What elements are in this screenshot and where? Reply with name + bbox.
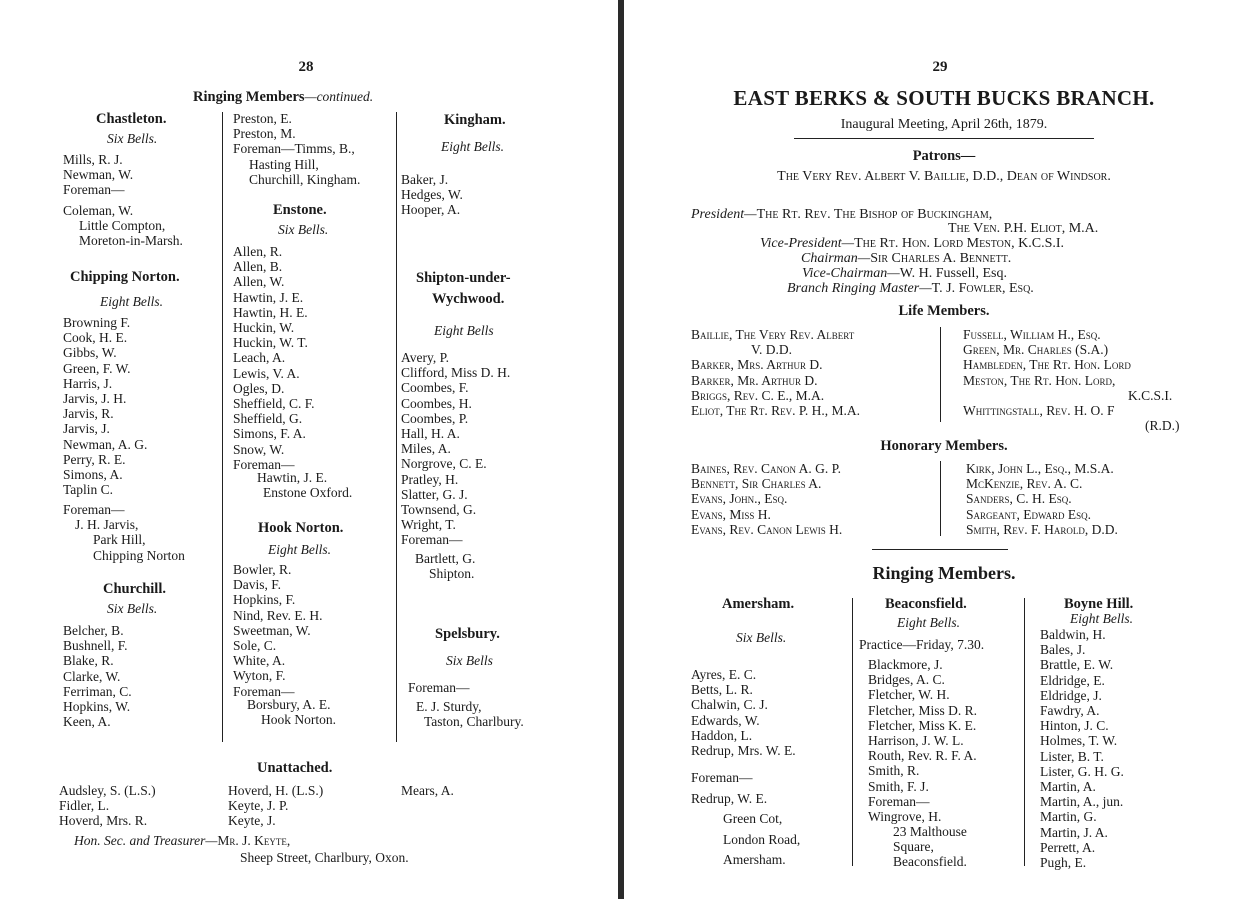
list-entry: Baker, J.	[401, 172, 449, 187]
list-entry: Evans, Rev. Canon Lewis H.	[691, 521, 843, 537]
left-page-number: 28	[298, 59, 314, 75]
bells-chastleton: Six Bells.	[107, 131, 158, 146]
bells-hook-norton: Eight Bells.	[268, 542, 331, 557]
list-entry: Meston, The Rt. Hon. Lord,	[963, 372, 1116, 388]
list-entry: Bales, J.	[1040, 642, 1086, 658]
list-entry: Browning F.	[63, 315, 131, 330]
list-entry: Foreman—Timms, B.,	[233, 141, 355, 157]
list-entry: Foreman—	[868, 793, 930, 809]
list-entry: Coleman, W.	[63, 203, 134, 218]
list-entry: McKenzie, Rev. A. C.	[966, 476, 1083, 492]
list-entry: Evans, Miss H.	[691, 506, 771, 522]
list-entry: Shipton.	[429, 566, 475, 582]
list-entry: Eldridge, J.	[1040, 687, 1102, 703]
list-entry: Bennett, Sir Charles A.	[691, 476, 822, 492]
list-entry: Newman, A. G.	[63, 436, 148, 452]
ringing-master-line	[787, 281, 1034, 297]
list-entry: Avery, P.	[401, 350, 449, 365]
list-entry: Sole, C.	[233, 638, 277, 654]
title-main: Ringing Members	[193, 89, 305, 105]
list-entry: Coombes, F.	[401, 380, 469, 396]
list-entry: Ayres, E. C.	[691, 667, 757, 682]
list-entry: Allen, R.	[233, 244, 283, 259]
heading-boyne-hill: Boyne Hill.	[1064, 596, 1134, 612]
list-entry: 23 Malthouse	[893, 824, 967, 839]
foreman-label-spelsbury: Foreman—	[408, 680, 470, 695]
list-entry: V. D.D.	[751, 342, 793, 358]
vice-chairman-name: W. H. Fussell, Esq.	[899, 266, 1007, 281]
life-members-divider	[940, 327, 941, 422]
list-entry: Moreton-in-Marsh.	[79, 233, 183, 249]
list-entry: Briggs, Rev. C. E., M.A.	[691, 387, 825, 403]
column-divider-2	[396, 112, 397, 742]
list-entry: Jarvis, J.	[63, 421, 110, 437]
members-chipping-norton	[63, 315, 147, 497]
vice-president-name: The Rt. Hon. Lord Meston, K.C.S.I.	[854, 236, 1065, 251]
list-entry: Lewis, V. A.	[233, 365, 300, 381]
list-entry: Borsbury, A. E.	[247, 697, 331, 712]
chairman-label: Chairman—	[801, 251, 871, 266]
unattached-col3	[401, 783, 454, 798]
heading-amersham: Amersham.	[722, 596, 795, 612]
list-entry: Preston, E.	[233, 111, 292, 126]
list-entry: Fidler, L.	[59, 798, 110, 814]
list-entry: Miles, A.	[401, 441, 451, 457]
heading-chipping-norton: Chipping Norton.	[70, 269, 180, 285]
list-entry: Keen, A.	[63, 714, 111, 730]
list-entry: Norgrove, C. E.	[401, 456, 487, 472]
list-entry: Hedges, W.	[401, 187, 463, 203]
honorary-members-divider	[940, 461, 941, 536]
list-entry: Hawtin, J. E.	[257, 470, 328, 485]
list-entry: Huckin, W.	[233, 320, 295, 336]
list-entry: London Road,	[723, 831, 801, 847]
list-entry: Blake, R.	[63, 653, 114, 669]
secretary-name: Mr. J. Keyte,	[217, 833, 291, 848]
list-entry: Bushnell, F.	[63, 638, 128, 654]
list-entry: Huckin, W. T.	[233, 335, 308, 351]
vice-chairman-line	[802, 266, 1007, 282]
bells-kingham: Eight Bells.	[441, 139, 504, 154]
bells-enstone: Six Bells.	[278, 222, 329, 237]
list-entry: Fletcher, W. H.	[868, 687, 950, 703]
list-entry: Bowler, R.	[233, 562, 292, 577]
list-entry: Blackmore, J.	[868, 657, 943, 672]
foreman-amersham	[691, 768, 800, 871]
left-page-title	[193, 88, 453, 106]
list-entry: Hooper, A.	[401, 202, 461, 218]
heading-enstone: Enstone.	[273, 202, 327, 218]
patron-name: The Very Rev. Albert V. Baillie, D.D., Dean of Windsor.	[777, 169, 1111, 184]
list-entry: Martin, A., jun.	[1040, 794, 1124, 810]
list-entry: Hopkins, F.	[233, 592, 296, 608]
foreman-shipton	[415, 551, 475, 581]
list-entry: Smith, Rev. F. Harold, D.D.	[966, 521, 1118, 537]
secretary-line	[74, 833, 290, 849]
members-churchill	[63, 623, 132, 729]
members-enstone	[233, 244, 315, 472]
list-entry: Sheffield, G.	[233, 411, 303, 427]
list-entry: Park Hill,	[93, 532, 146, 548]
foreman-enstone	[257, 470, 352, 500]
list-entry: Green, Mr. Charles (S.A.)	[963, 342, 1109, 358]
list-entry: Keyte, J.	[228, 813, 276, 829]
list-entry: Hawtin, J. E.	[233, 289, 304, 305]
list-entry: Hook Norton.	[261, 712, 336, 728]
heading-shipton-1: Shipton-under-	[416, 270, 511, 286]
members-hook-norton	[233, 562, 323, 699]
foreman-spelsbury	[416, 699, 524, 729]
list-entry: Foreman—	[63, 502, 125, 517]
secretary-address: Sheep Street, Charlbury, Oxon.	[240, 850, 409, 865]
list-entry: Wright, T.	[401, 517, 456, 533]
list-entry: Eldridge, E.	[1040, 672, 1105, 688]
title-continued: —continued.	[304, 89, 374, 104]
list-entry: Taston, Charlbury.	[424, 714, 524, 730]
list-entry: Taplin C.	[63, 482, 114, 498]
list-entry: Whittingstall, Rev. H. O. F	[963, 403, 1115, 419]
list-entry: Clarke, W.	[63, 668, 121, 684]
list-entry: Preston, M.	[233, 126, 296, 142]
list-entry: Allen, W.	[233, 274, 285, 290]
foreman-chipping-norton	[63, 502, 185, 563]
list-entry: Perrett, A.	[1040, 839, 1096, 855]
ringing-master-label: Branch Ringing Master—	[787, 281, 932, 296]
ringing-divider-1	[852, 598, 853, 866]
list-entry: White, A.	[233, 653, 286, 669]
list-entry: Mears, A.	[401, 783, 454, 798]
members-shipton	[401, 350, 510, 548]
title-rule	[794, 138, 1094, 139]
list-entry: Foreman—	[233, 683, 295, 699]
list-entry: Slatter, G. J.	[401, 486, 468, 502]
list-entry: Leach, A.	[233, 350, 286, 366]
list-entry: Townsend, G.	[401, 502, 477, 518]
honorary-members-left	[691, 461, 842, 537]
unattached-col1	[59, 783, 156, 829]
list-entry: Beaconsfield.	[893, 854, 967, 870]
bells-shipton: Eight Bells	[434, 323, 494, 338]
heading-beaconsfield: Beaconsfield.	[885, 596, 967, 612]
list-entry: Harrison, J. W. L.	[868, 733, 964, 749]
chairman-line	[801, 251, 1011, 267]
list-entry: Belcher, B.	[63, 623, 124, 638]
vice-chairman-label: Vice-Chairman—	[802, 266, 900, 281]
list-entry: Hall, H. A.	[401, 426, 460, 442]
list-entry: Bridges, A. C.	[868, 672, 945, 688]
list-entry: Baldwin, H.	[1040, 627, 1106, 642]
foreman-chastleton	[63, 203, 183, 249]
heading-spelsbury: Spelsbury.	[435, 626, 500, 642]
list-entry: Betts, L. R.	[691, 682, 753, 698]
list-entry: Ogles, D.	[233, 380, 285, 396]
list-entry: Gibbs, W.	[63, 345, 117, 361]
list-entry: Haddon, L.	[691, 727, 753, 743]
section-rule	[872, 549, 1008, 550]
list-entry: Sanders, C. H. Esq.	[966, 491, 1072, 507]
list-entry: Eliot, The Rt. Rev. P. H., M.A.	[691, 403, 861, 419]
secretary-label: Hon. Sec. and Treasurer—	[74, 833, 218, 848]
president-name: The Rt. Rev. The Bishop of Buckingham,	[756, 207, 993, 222]
list-entry: Smith, R.	[868, 763, 920, 779]
heading-shipton-2: Wychwood.	[432, 291, 505, 307]
list-entry: Fletcher, Miss D. R.	[868, 702, 977, 718]
list-entry: Foreman—	[401, 532, 463, 548]
list-entry: Mills, R. J.	[63, 152, 123, 167]
list-entry: Square,	[893, 839, 934, 855]
foreman-hook-norton	[247, 697, 336, 727]
members-chastleton	[63, 152, 133, 198]
heading-kingham: Kingham.	[444, 112, 506, 128]
heading-churchill: Churchill.	[103, 581, 166, 597]
list-entry: Foreman—	[691, 770, 753, 785]
list-entry: Chalwin, C. J.	[691, 697, 768, 713]
list-entry: Fussell, William H., Esq.	[963, 327, 1101, 342]
list-entry: Coombes, P.	[401, 410, 469, 426]
list-entry: Foreman—	[233, 456, 295, 472]
list-entry: Wyton, F.	[233, 668, 286, 684]
list-entry: Barker, Mr. Arthur D.	[691, 372, 818, 388]
column-divider	[222, 112, 223, 742]
list-entry: Fawdry, A.	[1040, 703, 1100, 719]
list-entry: Holmes, T. W.	[1040, 733, 1118, 749]
right-page	[624, 0, 1250, 899]
list-entry: Clifford, Miss D. H.	[401, 365, 511, 381]
list-entry: Sweetman, W.	[233, 622, 311, 638]
ringing-divider-2	[1024, 598, 1025, 866]
list-entry: Brattle, E. W.	[1040, 657, 1114, 673]
list-entry: Amersham.	[723, 852, 786, 867]
foreman-beaconsfield	[893, 824, 967, 870]
members-top-col2	[233, 111, 360, 187]
vice-president-label: Vice-President—	[760, 236, 855, 251]
list-entry: Lister, G. H. G.	[1040, 763, 1124, 779]
list-entry: Davis, F.	[233, 577, 282, 593]
list-entry: Hambleden, The Rt. Hon. Lord	[963, 357, 1131, 373]
list-entry: Smith, F. J.	[868, 778, 929, 794]
list-entry: Jarvis, R.	[63, 406, 114, 422]
list-entry: Pugh, E.	[1040, 855, 1087, 871]
list-entry: Martin, J. A.	[1040, 824, 1108, 840]
list-entry: Ferriman, C.	[63, 683, 132, 699]
honorary-members-right	[966, 461, 1118, 537]
members-kingham	[401, 172, 463, 218]
list-entry: Perry, R. E.	[63, 451, 126, 467]
list-entry: Evans, John., Esq.	[691, 491, 788, 507]
list-entry: Jarvis, J. H.	[63, 391, 127, 407]
president-label: President—	[691, 207, 757, 222]
list-entry: Sheffield, C. F.	[233, 396, 315, 412]
list-entry: (R.D.)	[1145, 418, 1180, 434]
list-entry: Hasting Hill,	[249, 156, 319, 172]
list-entry: Audsley, S. (L.S.)	[59, 783, 156, 798]
list-entry: Martin, G.	[1040, 809, 1097, 825]
list-entry: Fletcher, Miss K. E.	[868, 717, 977, 733]
list-entry: Simons, A.	[63, 467, 123, 483]
bells-spelsbury: Six Bells	[446, 653, 493, 668]
chairman-name: Sir Charles A. Bennett.	[870, 251, 1012, 266]
list-entry: Coombes, H.	[401, 395, 472, 411]
list-entry: Allen, B.	[233, 259, 283, 275]
bells-chipping-norton: Eight Bells.	[100, 294, 163, 309]
patrons-heading: Patrons—	[912, 148, 976, 164]
members-beaconsfield	[868, 657, 977, 824]
list-entry: Enstone Oxford.	[263, 485, 353, 501]
honorary-members-heading: Honorary Members.	[880, 438, 1008, 454]
list-entry: Chipping Norton	[93, 547, 185, 563]
list-entry: Barker, Mrs. Arthur D.	[691, 357, 823, 373]
branch-title: EAST BERKS & SOUTH BUCKS BRANCH.	[733, 86, 1155, 110]
bells-beaconsfield: Eight Bells.	[897, 615, 960, 630]
list-entry: Harris, J.	[63, 375, 113, 391]
left-page	[0, 0, 618, 899]
list-entry: Redrup, W. E.	[691, 790, 768, 806]
bells-amersham: Six Bells.	[736, 630, 787, 645]
list-entry: E. J. Sturdy,	[416, 699, 482, 714]
list-entry: Pratley, H.	[401, 471, 459, 487]
practice-beaconsfield: Practice—Friday, 7.30.	[859, 637, 985, 652]
list-entry: Edwards, W.	[691, 712, 760, 728]
list-entry: Green, F. W.	[63, 360, 131, 376]
heading-unattached: Unattached.	[257, 760, 333, 776]
list-entry: Martin, A.	[1040, 779, 1096, 795]
list-entry: J. H. Jarvis,	[75, 517, 139, 533]
list-entry: Hawtin, H. E.	[233, 304, 308, 320]
president-name-2: The Ven. P.H. Eliot, M.A.	[948, 221, 1099, 236]
right-page-number: 29	[932, 59, 948, 75]
list-entry: Hoverd, H. (L.S.)	[228, 783, 324, 798]
list-entry: Churchill, Kingham.	[249, 171, 361, 187]
members-amersham	[691, 667, 796, 758]
list-entry: Bartlett, G.	[415, 551, 476, 566]
list-entry: Snow, W.	[233, 441, 285, 457]
bells-churchill: Six Bells.	[107, 601, 158, 616]
list-entry: Little Compton,	[79, 218, 166, 234]
list-entry: Wingrove, H.	[868, 809, 942, 825]
unattached-col2	[228, 783, 323, 829]
list-entry: Baines, Rev. Canon A. G. P.	[691, 461, 842, 476]
members-boyne-hill	[1040, 627, 1124, 870]
list-entry: Newman, W.	[63, 167, 134, 183]
list-entry: Baillie, The Very Rev. Albert	[691, 327, 855, 342]
list-entry: Green Cot,	[723, 811, 783, 826]
list-entry: Sargeant, Edward Esq.	[966, 506, 1092, 522]
list-entry: Routh, Rev. R. F. A.	[868, 748, 977, 764]
life-members-heading: Life Members.	[898, 303, 990, 319]
inaugural-meeting: Inaugural Meeting, April 26th, 1879.	[840, 117, 1048, 132]
list-entry: Foreman—	[63, 182, 125, 198]
vice-president-line	[760, 236, 1064, 252]
list-entry: Hinton, J. C.	[1040, 718, 1109, 734]
list-entry: Simons, F. A.	[233, 426, 306, 442]
heading-chastleton: Chastleton.	[96, 111, 167, 127]
list-entry: Hopkins, W.	[63, 699, 131, 715]
list-entry: Kirk, John L., Esq., M.S.A.	[966, 461, 1114, 476]
list-entry: Lister, B. T.	[1040, 748, 1104, 764]
list-entry: K.C.S.I.	[1128, 387, 1173, 403]
life-members-left	[691, 327, 860, 418]
list-entry: Nind, Rev. E. H.	[233, 607, 323, 623]
heading-hook-norton: Hook Norton.	[258, 520, 344, 536]
ringing-master-name: T. J. Fowler, Esq.	[931, 281, 1034, 296]
bells-boyne-hill: Eight Bells.	[1070, 611, 1133, 626]
list-entry: Keyte, J. P.	[228, 798, 289, 814]
list-entry: Cook, H. E.	[63, 330, 128, 346]
life-members-right	[963, 327, 1180, 433]
ringing-members-heading: Ringing Members.	[872, 563, 1016, 583]
list-entry: Redrup, Mrs. W. E.	[691, 743, 796, 759]
list-entry: Hoverd, Mrs. R.	[59, 813, 148, 829]
